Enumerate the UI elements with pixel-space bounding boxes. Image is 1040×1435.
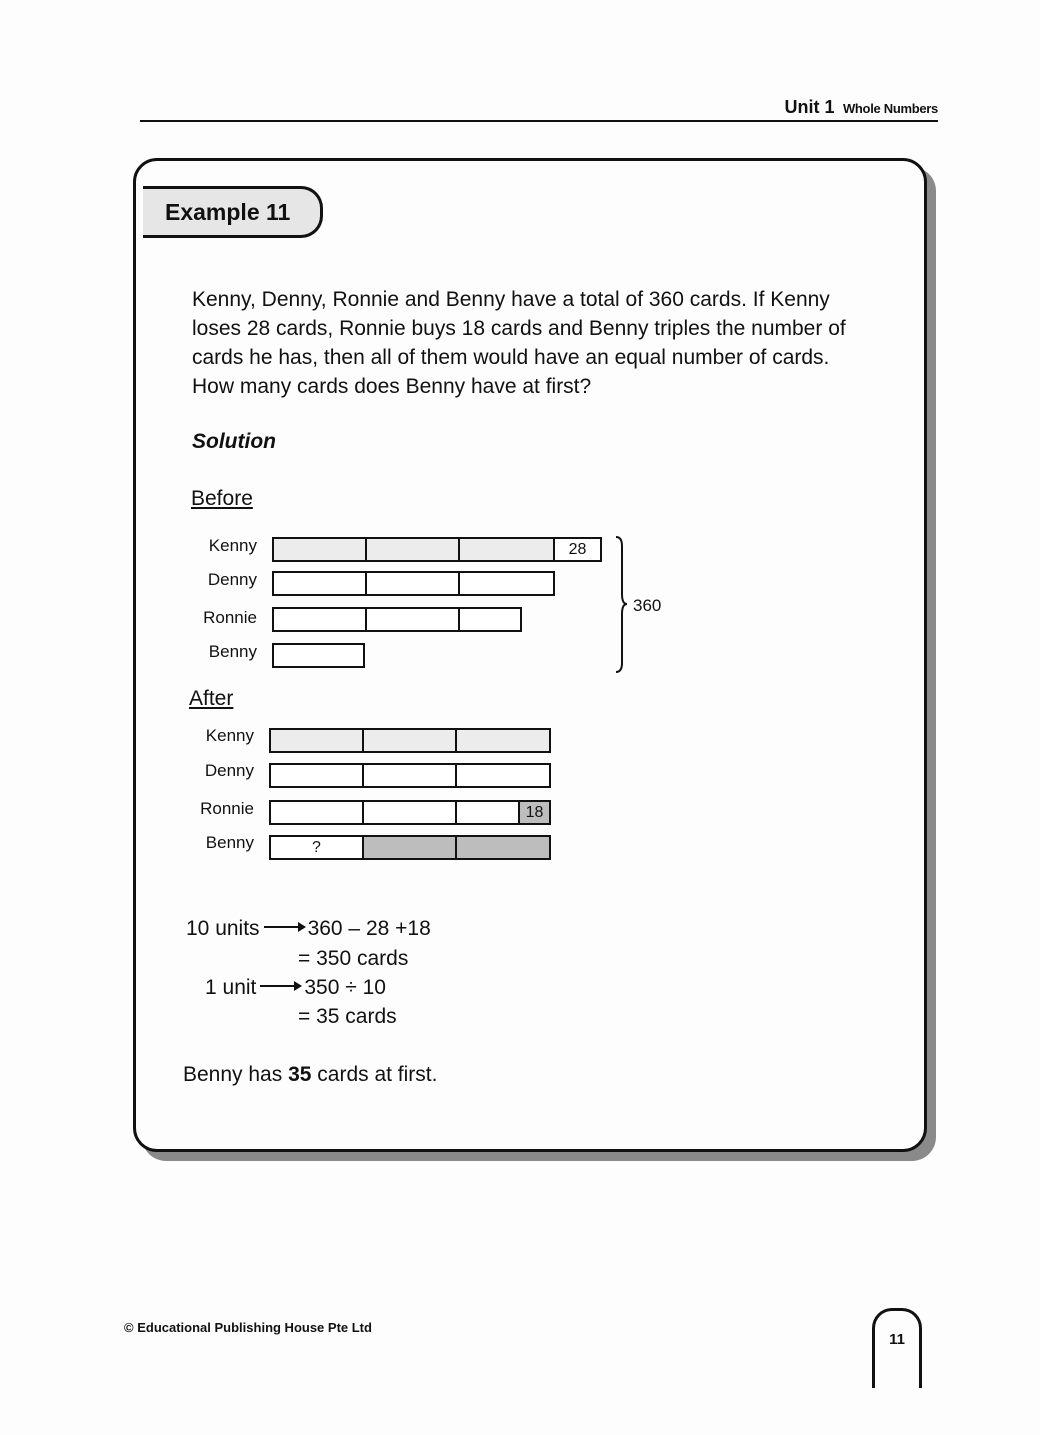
unit-bar xyxy=(269,800,364,825)
problem-line: How many cards does Benny have at first? xyxy=(192,375,592,398)
working-line-4: = 35 cards xyxy=(298,1005,397,1028)
extra-bar-28: 28 xyxy=(553,537,602,562)
unit-bar xyxy=(272,571,367,596)
unit-bar xyxy=(365,607,460,632)
tripled-unit-bar xyxy=(455,835,551,860)
before-label-kenny: Kenny xyxy=(208,536,257,555)
running-header xyxy=(140,97,938,122)
unit-bar xyxy=(362,763,457,788)
after-label-denny: Denny xyxy=(204,761,254,780)
unit-label: Unit 1 xyxy=(784,97,835,117)
partial-unit-bar xyxy=(455,800,520,825)
copyright-icon: © xyxy=(124,1320,134,1335)
unit-bar xyxy=(362,800,457,825)
after-label-kenny: Kenny xyxy=(205,726,254,745)
right-arrow-icon xyxy=(264,926,304,928)
page-number: 11 xyxy=(872,1308,922,1388)
solution-heading: Solution xyxy=(192,430,276,453)
working-unit: 1 unit xyxy=(205,976,257,999)
copyright-line xyxy=(124,1320,372,1335)
problem-line: cards he has, then all of them would have an equal number of cards. xyxy=(192,346,830,369)
partial-unit-bar xyxy=(458,607,522,632)
total-brace xyxy=(614,536,628,673)
working-expression: 360 – 28 +18 xyxy=(307,917,431,940)
before-label-benny: Benny xyxy=(208,642,257,661)
total-label: 360 xyxy=(633,596,662,615)
example-tab: Example 11 xyxy=(143,186,323,238)
unit-bar xyxy=(365,537,460,562)
after-heading: After xyxy=(189,687,234,710)
after-label-benny: Benny xyxy=(205,833,254,852)
unit-bar xyxy=(362,728,457,753)
before-label-denny: Denny xyxy=(207,570,257,589)
unit-bar xyxy=(272,537,367,562)
after-label-ronnie: Ronnie xyxy=(200,799,254,818)
before-heading: Before xyxy=(191,487,253,510)
unit-bar xyxy=(272,643,365,668)
answer-number: 35 xyxy=(288,1063,312,1086)
problem-line: loses 28 cards, Ronnie buys 18 cards and Benny triples the number of xyxy=(192,317,846,340)
working-units: 10 units xyxy=(186,917,260,940)
problem-line: Kenny, Denny, Ronnie and Benny have a total of 360 cards. If Kenny xyxy=(192,288,830,311)
working-line-3 xyxy=(205,976,386,1000)
tripled-unit-bar xyxy=(362,835,457,860)
problem-text xyxy=(192,285,912,401)
unit-bar xyxy=(269,728,364,753)
unit-title: Whole Numbers xyxy=(842,101,938,116)
unit-bar xyxy=(455,728,551,753)
right-arrow-icon xyxy=(260,985,300,987)
working-line-2: = 350 cards xyxy=(298,947,409,970)
extra-bar-18: 18 xyxy=(518,800,551,825)
unit-bar xyxy=(455,763,551,788)
unit-bar xyxy=(458,571,555,596)
before-label-ronnie: Ronnie xyxy=(203,608,257,627)
answer-post: cards at first. xyxy=(311,1063,438,1086)
working-expression: 350 ÷ 10 xyxy=(304,976,386,999)
unit-bar xyxy=(365,571,460,596)
answer-pre: Benny has xyxy=(183,1063,289,1086)
answer-sentence xyxy=(183,1063,437,1087)
unknown-unit-bar: ? xyxy=(269,835,364,860)
unit-bar xyxy=(458,537,555,562)
unit-bar xyxy=(272,607,367,632)
publisher-name: Educational Publishing House Pte Ltd xyxy=(137,1320,372,1335)
working-line-1 xyxy=(186,917,431,941)
unit-bar xyxy=(269,763,364,788)
